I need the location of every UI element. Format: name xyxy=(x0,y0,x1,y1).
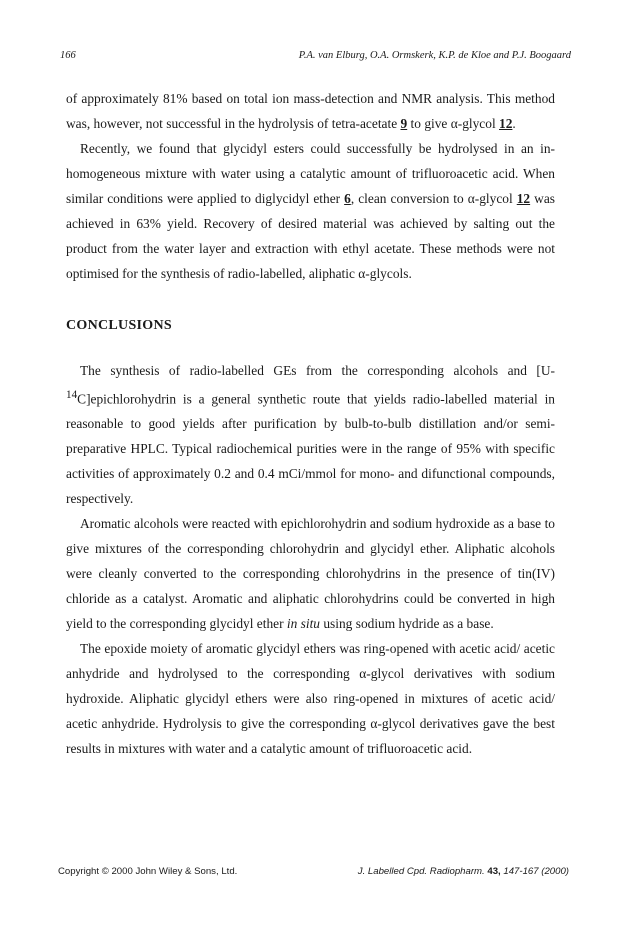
compound-ref: 6 xyxy=(344,191,351,206)
journal-name: J. Labelled Cpd. Radiopharm. xyxy=(357,866,485,877)
journal-pages: 147-167 (2000) xyxy=(503,866,569,877)
paragraph-conclusions-3: The epoxide moiety of aromatic glycidyl ethers was ring-opened with acetic acid/ acetic anhydride and hydrolysed to the corresponding α-glycol derivatives with sodium hydroxide. Aliphatic glycidyl ethers were also ring-opened in mixtures of acetic acid/ acetic anhydride. Hydrolysis to give the corresponding α-glycol derivatives gave the best results in mixtures with water and a catalytic amount of trifluoroacetic acid. xyxy=(66,641,555,757)
text-run: C]epichlorohydrin is a general synthetic route that yields radio-labelled material in reasonable to good yields after purification by bulb-to-bulb distillation and/or semi-preparative HPLC. Typical radiochemical purities were in the range of 95% with specific activities of approximately 0.2 and 0.4 mCi/mmol for mono- and difunctional compounds, respectively. xyxy=(66,391,555,507)
compound-ref: 12 xyxy=(499,116,513,131)
footer-copyright: Copyright © 2000 John Wiley & Sons, Ltd. xyxy=(58,866,238,877)
text-run: was achieved in 63% yield. Recovery of desired material was achieved by salting out the product from the water layer and extraction with ethyl acetate. These methods were not optimised for the synthesis of radio-labelled, aliphatic α-glycols. xyxy=(66,191,555,281)
text-run: to give α-glycol xyxy=(407,116,500,131)
running-head-authors: P.A. van Elburg, O.A. Ormskerk, K.P. de Kloe and P.J. Boogaard xyxy=(298,50,571,61)
text-run: of approximately 81% based on total ion mass-detection and NMR analysis. This method was, however, not successful in the hydrolysis of tetra-acetate xyxy=(66,91,555,131)
compound-ref: 9 xyxy=(400,116,408,131)
text-run: Recently, we found that glycidyl esters could successfully be hydrolysed in an in-homogeneous mixture with water using a catalytic amount of trifluoroacetic acid. When similar conditions were applied to diglycidyl ether xyxy=(66,141,555,206)
paragraph-continued xyxy=(66,86,555,136)
compound-ref: 12 xyxy=(516,191,531,206)
paragraph-conclusions-2 xyxy=(66,511,555,636)
text-run: , clean conversion to α-glycol xyxy=(350,191,517,206)
text-run: The synthesis of radio-labelled GEs from the corresponding alcohols and [U- xyxy=(80,363,555,378)
paragraph-hydrolysis xyxy=(66,136,555,286)
paragraph-conclusions-1 xyxy=(66,358,555,511)
body-text xyxy=(66,86,555,761)
text-run: . xyxy=(512,116,516,131)
isotope-superscript: 14 xyxy=(66,389,78,401)
page-number: 166 xyxy=(60,50,76,61)
italic-term: in situ xyxy=(286,616,321,632)
section-heading-conclusions: CONCLUSIONS xyxy=(66,318,172,333)
footer-citation xyxy=(358,866,569,877)
journal-volume: 43, xyxy=(487,866,501,877)
text-run: Aromatic alcohols were reacted with epichlorohydrin and sodium hydroxide as a base to give mixtures of the corresponding chlorohydrin and glycidyl ether. Aliphatic alcohols were cleanly converted to the corresponding chlorohydrins in the presence of tin(IV) chloride as a catalyst. Aromatic and aliphatic chlorohydrins could be converted in high yield to the corresponding glycidyl ether xyxy=(66,516,555,632)
text-run: using sodium hydride as a base. xyxy=(320,616,494,632)
